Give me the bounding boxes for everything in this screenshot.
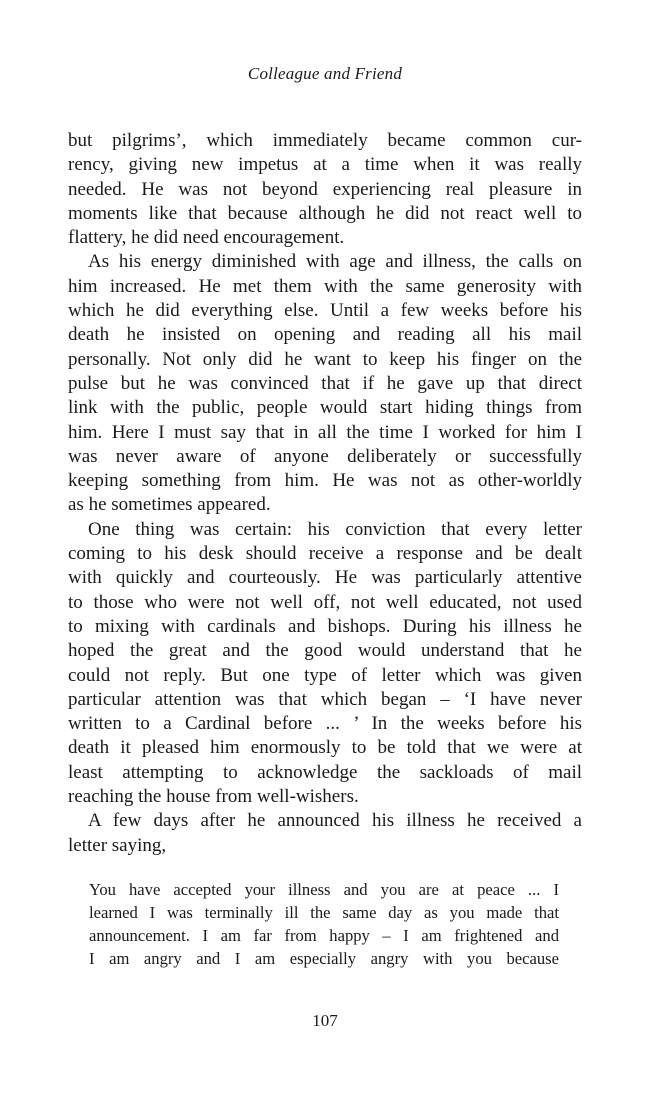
text-line: which he did everything else. Until a few weeks before his — [68, 300, 582, 322]
text-line: letter saying, — [68, 834, 167, 856]
text-line: death he insisted on opening and reading all his mail — [68, 324, 582, 346]
text-line: particular attention was that which began – ‘I have never — [68, 688, 582, 710]
text-line: One thing was certain: his conviction that every letter — [88, 518, 582, 540]
text-line: as he sometimes appeared. — [68, 494, 271, 516]
quote-line: You have accepted your illness and you are at peace ... I — [89, 880, 559, 899]
paragraph — [68, 809, 582, 858]
text-line: but pilgrims’, which immediately became common cur- — [68, 130, 582, 151]
text-line: coming to his desk should receive a response and be dealt — [68, 543, 582, 565]
text-line: keeping something from him. He was not as other-worldly — [68, 470, 582, 492]
text-line: rency, giving new impetus at a time when it was really — [68, 154, 582, 176]
quote-line: I am angry and I am especially angry with you because — [89, 949, 559, 968]
text-line: with quickly and courteously. He was particularly attentive — [68, 567, 582, 589]
body-text — [68, 129, 582, 858]
text-line: written to a Cardinal before ... ’ In the weeks before his — [68, 713, 582, 735]
text-line: him. Here I must say that in all the time I worked for him I — [68, 421, 582, 443]
text-line: to those who were not well off, not well educated, not used — [68, 591, 582, 613]
text-line: him increased. He met them with the same generosity with — [68, 275, 582, 297]
paragraph — [68, 129, 582, 250]
text-line: to mixing with cardinals and bishops. During his illness he — [68, 615, 582, 637]
text-line: personally. Not only did he want to keep his finger on the — [68, 348, 582, 370]
paragraph — [68, 518, 582, 810]
text-line: A few days after he announced his illness he received a — [88, 810, 582, 832]
running-head: Colleague and Friend — [247, 64, 403, 83]
text-line: hoped the great and the good would understand that he — [68, 640, 582, 662]
paragraph — [68, 250, 582, 517]
text-line: link with the public, people would start hiding things from — [68, 397, 582, 419]
text-line: least attempting to acknowledge the sackloads of mail — [68, 761, 582, 783]
text-line: death it pleased him enormously to be told that we were at — [68, 737, 582, 759]
text-line: was never aware of anyone deliberately or successfully — [68, 445, 582, 467]
text-line: As his energy diminished with age and illness, the calls on — [88, 251, 582, 273]
text-line: flattery, he did need encouragement. — [68, 227, 345, 249]
page-number: 107 — [312, 1011, 338, 1030]
block-quote — [89, 878, 559, 970]
quote-line: announcement. I am far from happy – I am frightened and — [89, 926, 559, 945]
text-line: reaching the house from well-wishers. — [68, 786, 359, 808]
text-line: needed. He was not beyond experiencing real pleasure in — [68, 178, 582, 200]
quote-line: learned I was terminally ill the same day as you made that — [89, 903, 559, 922]
text-line: could not reply. But one type of letter which was given — [68, 664, 582, 686]
text-line: pulse but he was convinced that if he gave up that direct — [68, 372, 582, 394]
text-line: moments like that because although he did not react well to — [68, 202, 582, 224]
